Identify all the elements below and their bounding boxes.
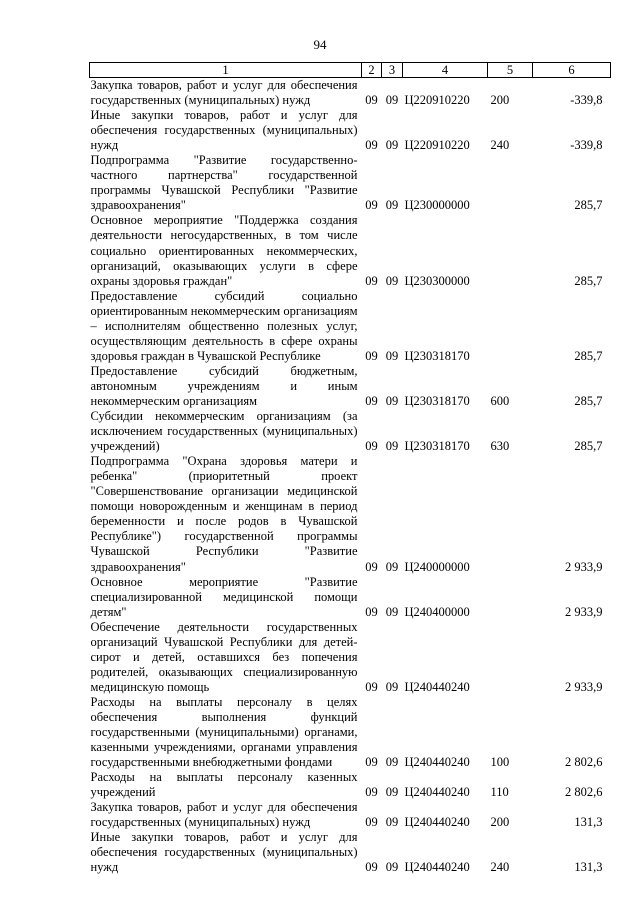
table-row	[90, 289, 611, 364]
table-header	[90, 63, 611, 78]
row-name: Иные закупки товаров, работ и услуг для обеспечения государственных (муниципальных) нужд	[90, 108, 358, 153]
header-col-6: 6	[533, 63, 611, 78]
row-name: Расходы на выплаты персоналу в целях обеспечения выполнения функций государственными (муниципальными) органами, казенными учреждениями, органами управления государственными внебюджетными фондами	[90, 694, 358, 770]
row-amount: -339,8	[570, 138, 603, 153]
row-target-article: Ц220910220	[404, 93, 470, 108]
table-row	[90, 770, 611, 800]
row-subsection: 09	[385, 348, 399, 363]
table-body	[90, 78, 611, 876]
row-amount: 131,3	[574, 860, 603, 875]
row-subsection: 09	[385, 604, 399, 619]
row-subsection: 09	[385, 559, 399, 574]
table-row	[90, 454, 611, 574]
row-subsection: 09	[385, 439, 399, 454]
table-row	[90, 78, 611, 109]
row-expense-type: 110	[490, 785, 509, 800]
row-name: Подпрограмма "Развитие государственно-частного партнерства" государственной программы Чувашской Республики "Развитие здравоохранения"	[90, 153, 358, 213]
table-row	[90, 620, 611, 695]
row-section: 09	[365, 785, 378, 800]
row-amount: 285,7	[574, 393, 603, 408]
row-section: 09	[365, 604, 378, 619]
row-section: 09	[365, 755, 378, 770]
row-subsection: 09	[385, 93, 399, 108]
row-expense-type: 240	[490, 860, 510, 875]
row-target-article: Ц230318170	[404, 393, 470, 408]
row-target-article: Ц220910220	[404, 138, 470, 153]
row-name: Субсидии некоммерческим организациям (за исключением государственных (муниципальных) учреждений)	[90, 409, 358, 454]
row-amount: 285,7	[574, 198, 603, 213]
row-subsection: 09	[385, 785, 399, 800]
row-target-article: Ц240000000	[404, 559, 470, 574]
row-name: Иные закупки товаров, работ и услуг для обеспечения государственных (муниципальных) нужд	[90, 830, 358, 875]
header-row	[90, 63, 611, 78]
row-section: 09	[365, 348, 378, 363]
table-row	[90, 695, 611, 770]
header-col-2: 2	[362, 63, 382, 78]
row-subsection: 09	[385, 860, 399, 875]
row-target-article: Ц240440240	[404, 755, 470, 770]
row-name: Основное мероприятие "Развитие специализированной медицинской помощи детям"	[90, 574, 358, 619]
table-row	[90, 830, 611, 875]
row-subsection: 09	[385, 198, 399, 213]
table-row	[90, 575, 611, 620]
row-target-article: Ц240440240	[404, 860, 470, 875]
row-amount: -339,8	[570, 93, 603, 108]
row-section: 09	[365, 393, 378, 408]
row-expense-type	[488, 575, 533, 620]
row-amount: 2 933,9	[565, 679, 603, 694]
table-row	[90, 800, 611, 830]
row-name: Расходы на выплаты персоналу казенных учреждений	[90, 770, 358, 800]
row-name: Закупка товаров, работ и услуг для обеспечения государственных (муниципальных) нужд	[90, 78, 358, 108]
row-section: 09	[365, 93, 378, 108]
row-target-article: Ц230300000	[404, 273, 470, 288]
row-expense-type: 100	[490, 755, 510, 770]
row-amount: 2 933,9	[565, 604, 603, 619]
row-expense-type: 630	[490, 439, 510, 454]
table-row	[90, 153, 611, 213]
table-row	[90, 409, 611, 454]
row-subsection: 09	[385, 679, 399, 694]
row-name: Предоставление субсидий социально ориентированным некоммерческим организациям – исполнителям общественно полезных услуг, осуществляющим деятельность в сфере охраны здоровья граждан в Чувашской Республике	[90, 288, 358, 363]
row-amount: 285,7	[574, 273, 603, 288]
row-section: 09	[365, 860, 378, 875]
row-subsection: 09	[385, 393, 399, 408]
row-name: Подпрограмма "Охрана здоровья матери и ребенка" (приоритетный проект "Совершенствование организации медицинской помощи новорожденным и женщинам в период беременности и после родов в Чувашской Республике") государственной программы Чувашской Республики "Развитие здравоохранения"	[90, 454, 358, 574]
header-col-4: 4	[403, 63, 488, 78]
row-expense-type: 240	[490, 138, 510, 153]
budget-table	[89, 62, 611, 875]
row-section: 09	[365, 439, 378, 454]
row-amount: 2 802,6	[565, 785, 603, 800]
header-col-1: 1	[90, 63, 362, 78]
table-row	[90, 213, 611, 288]
table-row	[90, 108, 611, 153]
row-target-article: Ц230318170	[404, 439, 470, 454]
row-amount: 2 933,9	[565, 559, 603, 574]
row-section: 09	[365, 815, 378, 830]
row-amount: 131,3	[574, 815, 603, 830]
row-name: Обеспечение деятельности государственных организаций Чувашской Республики для детей-сирот и детей, оставшихся без попечения родителей, оказывающих специализированную медицинскую помощь	[90, 619, 358, 694]
row-expense-type	[488, 620, 533, 695]
row-name: Основное мероприятие "Поддержка создания деятельности негосударственных, в том числе социально ориентированных некоммерческих, организаций, оказывающих услуги в сфере охраны здоровья граждан"	[90, 213, 358, 288]
row-subsection: 09	[385, 273, 399, 288]
row-amount: 2 802,6	[565, 755, 603, 770]
row-subsection: 09	[385, 755, 399, 770]
row-subsection: 09	[385, 138, 399, 153]
header-col-3: 3	[382, 63, 403, 78]
row-section: 09	[365, 198, 378, 213]
row-expense-type: 200	[490, 93, 510, 108]
row-target-article: Ц230000000	[404, 198, 470, 213]
row-expense-type	[488, 454, 533, 574]
row-expense-type: 600	[490, 393, 510, 408]
row-name: Предоставление субсидий бюджетным, автономным учреждениям и иным некоммерческим организациям	[90, 363, 358, 408]
row-target-article: Ц240440240	[404, 815, 470, 830]
row-target-article: Ц230318170	[404, 348, 470, 363]
row-amount: 285,7	[574, 439, 603, 454]
page-number: 94	[313, 37, 327, 52]
row-section: 09	[365, 138, 378, 153]
table-row	[90, 364, 611, 409]
row-subsection: 09	[385, 815, 399, 830]
row-target-article: Ц240440240	[404, 679, 470, 694]
row-section: 09	[365, 273, 378, 288]
row-section: 09	[365, 679, 378, 694]
row-target-article: Ц240400000	[404, 604, 470, 619]
row-expense-type	[488, 213, 533, 288]
row-expense-type: 200	[490, 815, 510, 830]
row-target-article: Ц240440240	[404, 785, 470, 800]
row-amount: 285,7	[574, 348, 603, 363]
row-expense-type	[488, 153, 533, 213]
row-section: 09	[365, 559, 378, 574]
header-col-5: 5	[488, 63, 533, 78]
row-name: Закупка товаров, работ и услуг для обеспечения государственных (муниципальных) нужд	[90, 800, 358, 830]
row-expense-type	[488, 289, 533, 364]
